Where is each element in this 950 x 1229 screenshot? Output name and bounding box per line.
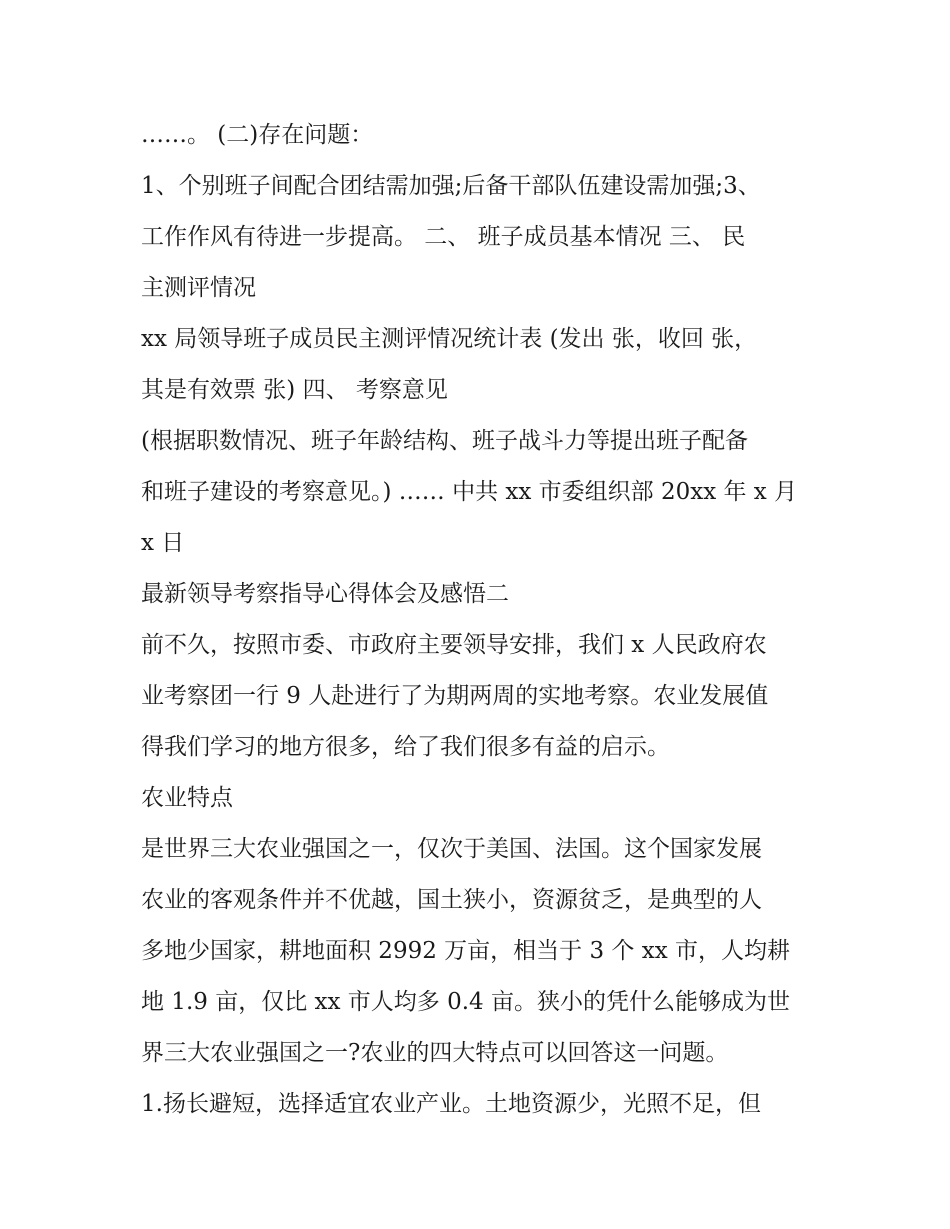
document-body bbox=[141, 110, 821, 1130]
text-line: 业考察团一行 9 人赴进行了为期两周的实地考察。农业发展值 bbox=[141, 683, 769, 709]
text-line: 主测评情况 bbox=[141, 275, 256, 301]
text-line: 工作作风有待进一步提高。 二、 班子成员基本情况 三、 民 bbox=[141, 224, 746, 250]
text-line: (根据职数情况、班子年龄结构、班子战斗力等提出班子配备 bbox=[141, 428, 748, 454]
text-line: 是世界三大农业强国之一，仅次于美国、法国。这个国家发展 bbox=[141, 836, 762, 862]
text-line: x 日 bbox=[141, 530, 185, 556]
text-line: 地 1.9 亩，仅比 xx 市人均多 0.4 亩。狭小的凭什么能够成为世 bbox=[141, 989, 790, 1015]
subsection-heading: 农业特点 bbox=[141, 785, 233, 811]
text-line: 前不久，按照市委、市政府主要领导安排，我们 x 人民政府农 bbox=[141, 632, 767, 658]
text-line: 农业的客观条件并不优越，国土狭小，资源贫乏，是典型的人 bbox=[141, 887, 762, 913]
text-line: 多地少国家，耕地面积 2992 万亩，相当于 3 个 xx 市，人均耕 bbox=[141, 938, 790, 964]
text-line: 1、个别班子间配合团结需加强;后备干部队伍建设需加强;3、 bbox=[141, 173, 761, 199]
text-line: 和班子建设的考察意见。) …… 中共 xx 市委组织部 20xx 年 x 月 bbox=[141, 479, 798, 505]
text-line: ……。 (二)存在问题： bbox=[141, 122, 374, 148]
text-line: xx 局领导班子成员民主测评情况统计表 (发出 张，收回 张， bbox=[141, 326, 758, 352]
text-line: 1.扬长避短，选择适宜农业产业。土地资源少，光照不足，但 bbox=[141, 1091, 761, 1117]
section-heading: 最新领导考察指导心得体会及感悟二 bbox=[141, 581, 509, 607]
text-line: 界三大农业强国之一?农业的四大特点可以回答这一问题。 bbox=[141, 1040, 729, 1066]
text-line: 得我们学习的地方很多，给了我们很多有益的启示。 bbox=[141, 734, 670, 760]
text-line: 其是有效票 张) 四、 考察意见 bbox=[141, 377, 448, 403]
